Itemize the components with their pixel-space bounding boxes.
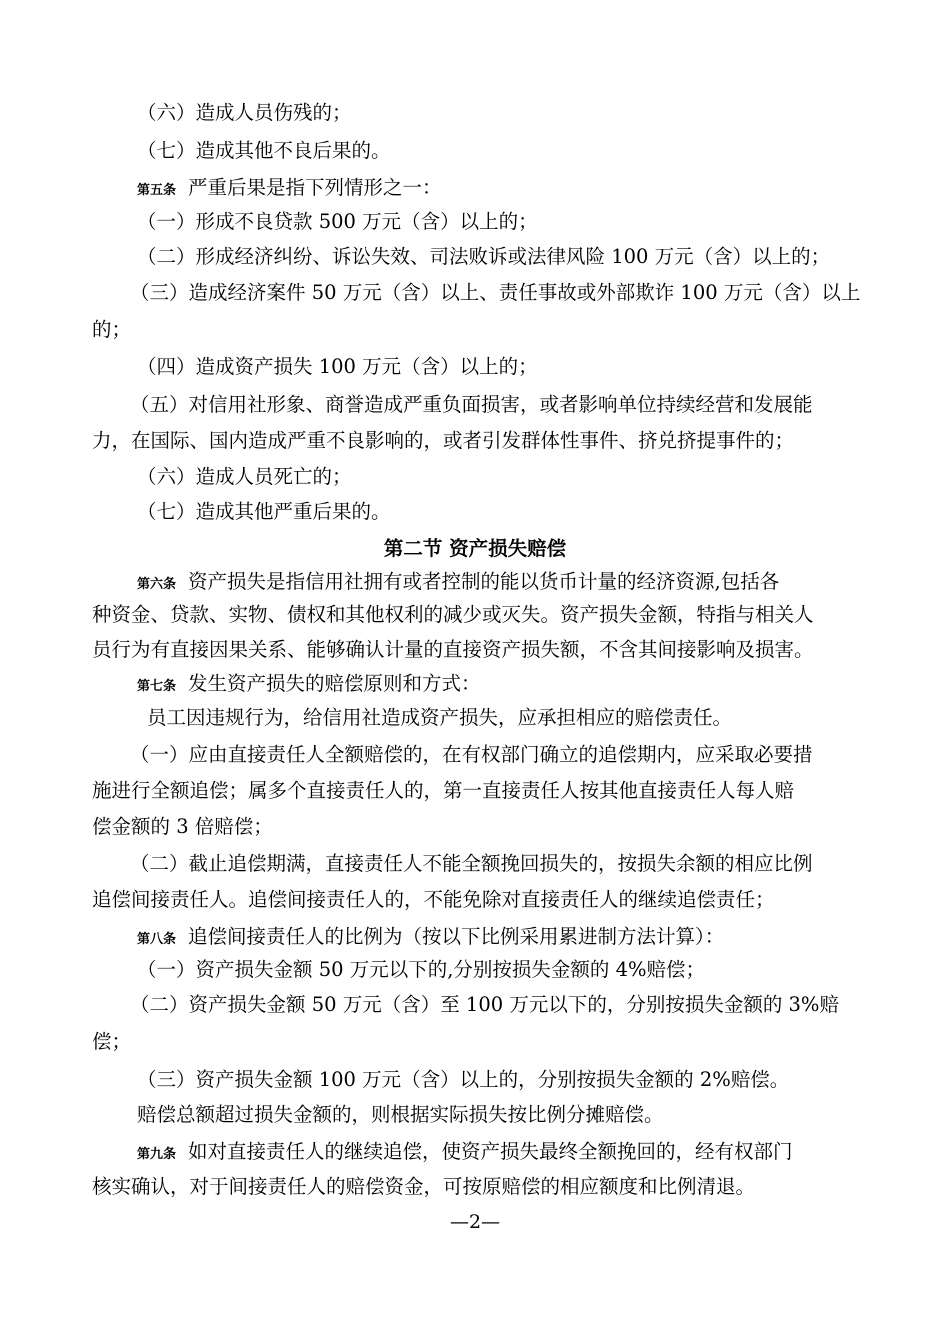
line-text: 追偿间接责任人。追偿间接责任人的，不能免除对直接责任人的继续追偿责任； xyxy=(92,888,775,911)
line-text: （三）资产损失金额 100 万元（含）以上的，分别按损失金额的 2%赔偿。 xyxy=(137,1068,790,1091)
article-5-text: 严重后果是指下列情形之一： xyxy=(188,176,442,199)
line-text: （四）造成资产损失 100 万元（含）以上的； xyxy=(137,355,538,378)
article-7-text: 发生资产损失的赔偿原则和方式： xyxy=(188,672,481,695)
line-text: 施进行全额追偿；属多个直接责任人的，第一直接责任人按其他直接责任人每人赔 xyxy=(92,779,795,802)
article-8-text: 追偿间接责任人的比例为（按以下比例采用累进制方法计算）： xyxy=(188,925,725,948)
line-text: （一）形成不良贷款 500 万元（含）以上的； xyxy=(137,210,538,233)
line-text: 员工因违规行为，给信用社造成资产损失，应承担相应的赔偿责任。 xyxy=(147,706,733,729)
line-text: （一）资产损失金额 50 万元以下的,分别按损失金额的 4%赔偿； xyxy=(137,958,706,981)
line-text: 偿金额的 3 倍赔偿； xyxy=(92,815,273,838)
line-text: 力，在国际、国内造成严重不良影响的，或者引发群体性事件、挤兑挤提事件的； xyxy=(92,429,795,452)
page-number: —2— xyxy=(449,1211,501,1233)
line-text: 偿； xyxy=(92,1030,132,1053)
line-text: （七）造成其他严重后果的。 xyxy=(137,500,391,523)
article-label xyxy=(137,176,442,203)
article-6-text: 资产损失是指信用社拥有或者控制的能以货币计量的经济资源,包括各 xyxy=(188,570,780,593)
article-7-label: 第七条 xyxy=(137,679,177,694)
line-text: （六）造成人员伤残的； xyxy=(137,101,352,124)
article-label xyxy=(137,925,724,952)
section-heading: 第二节 资产损失赔偿 xyxy=(383,537,567,560)
line-text: （一）应由直接责任人全额赔偿的，在有权部门确立的追偿期内，应采取必要措 xyxy=(130,743,813,766)
article-8-label: 第八条 xyxy=(137,932,177,947)
article-9-text: 如对直接责任人的继续追偿，使资产损失最终全额挽回的，经有权部门 xyxy=(188,1140,793,1163)
article-5-label: 第五条 xyxy=(137,183,177,198)
line-text: （二）截止追偿期满，直接责任人不能全额挽回损失的，按损失余额的相应比例 xyxy=(130,852,813,875)
line-text: 种资金、贷款、实物、债权和其他权利的减少或灭失。资产损失金额，特指与相关人 xyxy=(92,603,814,626)
line-text: （二）形成经济纠纷、诉讼失效、司法败诉或法律风险 100 万元（含）以上的； xyxy=(137,245,831,268)
article-label xyxy=(137,672,481,699)
line-text: 核实确认，对于间接责任人的赔偿资金，可按原赔偿的相应额度和比例清退。 xyxy=(92,1175,756,1198)
line-text: （三）造成经济案件 50 万元（含）以上、责任事故或外部欺诈 100 万元（含）以上 xyxy=(130,281,861,304)
line-text: （五）对信用社形象、商誉造成严重负面损害，或者影响单位持续经营和发展能 xyxy=(130,393,813,416)
line-text: 员行为有直接因果关系、能够确认计量的直接资产损失额，不含其间接影响及损害。 xyxy=(92,638,814,661)
line-text: 赔偿总额超过损失金额的，则根据实际损失按比例分摊赔偿。 xyxy=(137,1103,664,1126)
article-9-label: 第九条 xyxy=(137,1147,177,1162)
line-text: （二）资产损失金额 50 万元（含）至 100 万元以下的，分别按损失金额的 3%赔 xyxy=(130,993,839,1016)
line-text: 的； xyxy=(92,318,132,341)
line-text: （六）造成人员死亡的； xyxy=(137,465,352,488)
article-label xyxy=(137,1140,793,1167)
article-label xyxy=(137,570,779,597)
line-text: （七）造成其他不良后果的。 xyxy=(137,139,391,162)
article-6-label: 第六条 xyxy=(137,577,177,592)
